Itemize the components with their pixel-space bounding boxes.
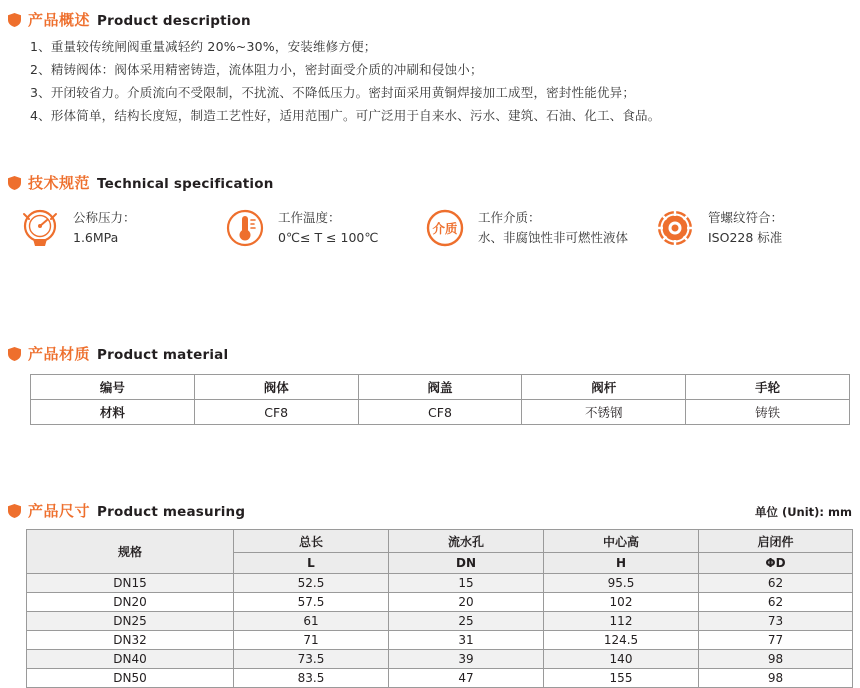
section-title-en: Product material <box>97 347 229 363</box>
table-row <box>31 400 850 425</box>
measuring-cell: 20 <box>389 593 544 612</box>
material-cell: CF8 <box>358 400 522 425</box>
measuring-cell: 31 <box>389 631 544 650</box>
measuring-cell: 155 <box>544 669 699 688</box>
spec-label: 管螺纹符合： <box>708 210 784 225</box>
table-row <box>27 650 853 669</box>
material-header-cell: 阀体 <box>194 375 358 400</box>
measuring-table <box>26 529 853 688</box>
shield-icon <box>8 503 21 517</box>
section-title-en: Product measuring <box>97 504 246 520</box>
material-header-cell: 阀盖 <box>358 375 522 400</box>
measuring-cell: DN25 <box>27 612 234 631</box>
measuring-cell: DN40 <box>27 650 234 669</box>
spec-item-thread <box>653 206 848 250</box>
medium-icon <box>423 206 467 250</box>
measuring-cell: 140 <box>544 650 699 669</box>
measuring-cell: 73 <box>699 612 853 631</box>
section-title-en: Product description <box>97 13 251 29</box>
measuring-header-group: 启闭件 <box>699 530 853 553</box>
spec-item-medium <box>423 206 653 250</box>
spec-text <box>73 208 136 248</box>
spec-value: ISO228 标准 <box>708 230 783 245</box>
measuring-cell: 83.5 <box>234 669 389 688</box>
description-line: 1、重量较传统闸阀重量减轻约 20%~30%，安装维修方便； <box>30 39 377 54</box>
table-row <box>27 574 853 593</box>
measuring-table-body <box>27 574 853 688</box>
section-header-measuring <box>0 500 245 521</box>
measuring-cell: 95.5 <box>544 574 699 593</box>
measuring-header-symbol: L <box>234 553 389 574</box>
shield-icon <box>8 175 21 189</box>
svg-text:介质: 介质 <box>432 221 458 236</box>
material-header-cell: 阀杆 <box>522 375 686 400</box>
spec-item-pressure <box>18 206 223 250</box>
thermometer-icon <box>223 206 267 250</box>
measuring-cell: 62 <box>699 574 853 593</box>
material-header-cell: 编号 <box>31 375 195 400</box>
section-title-cn: 产品材质 <box>28 345 91 363</box>
measuring-cell: 112 <box>544 612 699 631</box>
measuring-cell: 57.5 <box>234 593 389 612</box>
section-header-material <box>0 343 228 364</box>
description-line: 4、形体简单，结构长度短，制造工艺性好，适用范围广。可广泛用于自来水、污水、建筑、石油、化工、食品。 <box>30 108 661 123</box>
measuring-cell: 52.5 <box>234 574 389 593</box>
measuring-cell: DN32 <box>27 631 234 650</box>
description-line: 3、开闭较省力。介质流向不受限制，不扰流、不降低压力。密封面采用黄铜焊接加工成型，密封性能优异； <box>30 85 636 100</box>
material-header-cell: 手轮 <box>686 375 850 400</box>
spec-label: 工作温度： <box>278 210 341 225</box>
measuring-header-symbol: DN <box>389 553 544 574</box>
measuring-header-spec: 规格 <box>27 530 234 574</box>
specification-row <box>18 206 848 250</box>
spec-label: 工作介质： <box>478 210 541 225</box>
measuring-cell: 25 <box>389 612 544 631</box>
section-title-cn: 产品尺寸 <box>28 502 91 520</box>
pressure-gauge-icon <box>18 206 62 250</box>
spec-label: 公称压力： <box>73 210 136 225</box>
section-title-cn: 技术规范 <box>28 174 91 192</box>
measuring-cell: DN50 <box>27 669 234 688</box>
measuring-cell: 47 <box>389 669 544 688</box>
shield-icon <box>8 12 21 26</box>
material-cell: 铸铁 <box>686 400 850 425</box>
section-header-description <box>0 9 251 30</box>
measuring-cell: 124.5 <box>544 631 699 650</box>
measuring-cell: 39 <box>389 650 544 669</box>
spec-value: 1.6MPa <box>73 230 119 245</box>
spec-text <box>278 208 378 248</box>
measuring-cell: 98 <box>699 669 853 688</box>
spec-value: 0℃≤ T ≤ 100℃ <box>278 230 379 245</box>
measuring-cell: 61 <box>234 612 389 631</box>
table-row <box>27 669 853 688</box>
section-header-technical <box>0 172 274 193</box>
thread-gear-icon <box>653 206 697 250</box>
measuring-header-symbol: ΦD <box>699 553 853 574</box>
table-row <box>27 612 853 631</box>
spec-text <box>708 208 783 248</box>
measuring-header-group: 中心高 <box>544 530 699 553</box>
measuring-header-group: 流水孔 <box>389 530 544 553</box>
unit-note: 单位 (Unit): mm <box>754 505 852 519</box>
measuring-cell: DN20 <box>27 593 234 612</box>
measuring-cell: 71 <box>234 631 389 650</box>
measuring-cell: DN15 <box>27 574 234 593</box>
measuring-cell: 102 <box>544 593 699 612</box>
material-cell: CF8 <box>194 400 358 425</box>
spec-item-temperature <box>223 206 423 250</box>
shield-icon <box>8 346 21 360</box>
measuring-header-group: 总长 <box>234 530 389 553</box>
section-title-en: Technical specification <box>97 176 274 192</box>
spec-text <box>478 208 628 248</box>
table-row <box>27 631 853 650</box>
measuring-cell: 73.5 <box>234 650 389 669</box>
section-title-cn: 产品概述 <box>28 11 91 29</box>
table-row-header <box>31 375 850 400</box>
measuring-cell: 77 <box>699 631 853 650</box>
material-cell: 不锈钢 <box>522 400 686 425</box>
material-cell: 材料 <box>31 400 195 425</box>
description-line: 2、精铸阀体：阀体采用精密铸造，流体阻力小，密封面受介质的冲刷和侵蚀小； <box>30 62 483 77</box>
table-row-header <box>27 530 853 553</box>
description-list <box>30 36 840 128</box>
material-table <box>30 374 850 425</box>
measuring-cell: 98 <box>699 650 853 669</box>
table-row <box>27 593 853 612</box>
measuring-cell: 15 <box>389 574 544 593</box>
measuring-cell: 62 <box>699 593 853 612</box>
measuring-header-symbol: H <box>544 553 699 574</box>
spec-value: 水、非腐蚀性非可燃性液体 <box>478 230 629 245</box>
